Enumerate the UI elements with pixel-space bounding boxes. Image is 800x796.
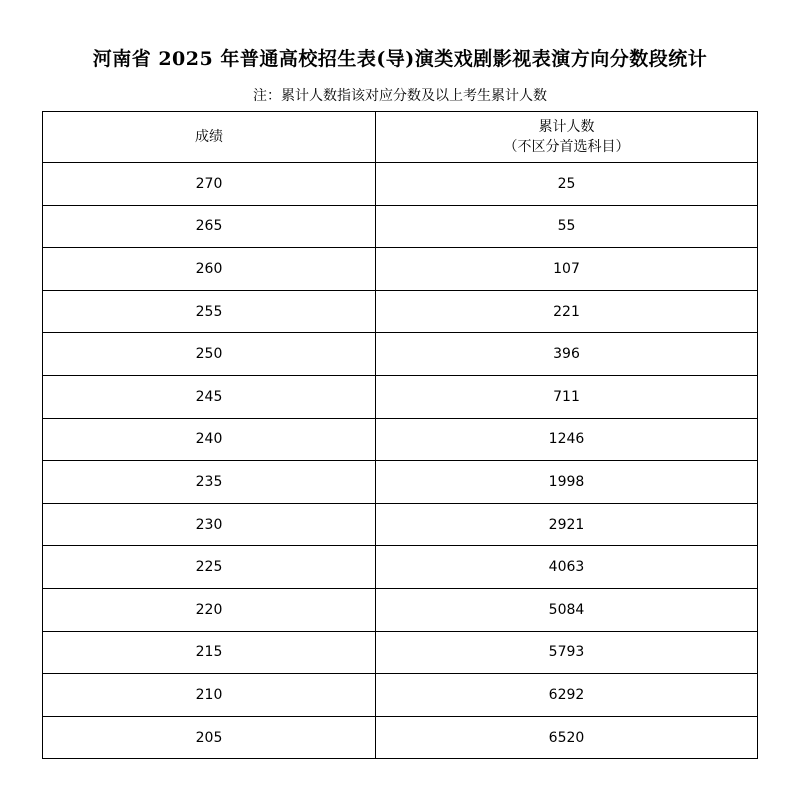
- table-row: [43, 674, 758, 717]
- table-row: [43, 588, 758, 631]
- cell-count: 5793: [376, 631, 758, 674]
- cell-count: 1246: [376, 418, 758, 461]
- cell-score: 230: [43, 503, 376, 546]
- cell-count: 396: [376, 333, 758, 376]
- header-cumulative-count-line1: 累计人数: [538, 119, 595, 135]
- header-cumulative-count-line2: （不区分首选科目）: [503, 139, 630, 155]
- cell-score: 245: [43, 375, 376, 418]
- cell-count: 1998: [376, 461, 758, 504]
- cell-score: 210: [43, 674, 376, 717]
- cell-score: 270: [43, 163, 376, 206]
- cell-count: 6292: [376, 674, 758, 717]
- table-row: [43, 205, 758, 248]
- cell-count: 711: [376, 375, 758, 418]
- table-row: [43, 248, 758, 291]
- cell-score: 255: [43, 290, 376, 333]
- table-row: [43, 631, 758, 674]
- cell-score: 265: [43, 205, 376, 248]
- header-score: 成绩: [43, 112, 376, 163]
- table-row: [43, 375, 758, 418]
- cell-score: 260: [43, 248, 376, 291]
- cell-count: 5084: [376, 588, 758, 631]
- cell-score: 235: [43, 461, 376, 504]
- score-distribution-table: [42, 111, 758, 759]
- table-row: [43, 716, 758, 759]
- header-cumulative-count: [376, 112, 758, 163]
- cell-score: 205: [43, 716, 376, 759]
- table-row: [43, 546, 758, 589]
- cell-count: 2921: [376, 503, 758, 546]
- cell-score: 215: [43, 631, 376, 674]
- table-header-row: [43, 112, 758, 163]
- table-row: [43, 418, 758, 461]
- table-row: [43, 461, 758, 504]
- cell-count: 4063: [376, 546, 758, 589]
- cell-score: 225: [43, 546, 376, 589]
- table-note: 注：累计人数指该对应分数及以上考生累计人数: [253, 88, 547, 104]
- cell-score: 220: [43, 588, 376, 631]
- table-row: [43, 290, 758, 333]
- cell-count: 55: [376, 205, 758, 248]
- cell-score: 240: [43, 418, 376, 461]
- cell-count: 25: [376, 163, 758, 206]
- document-title: 河南省 2025 年普通高校招生表(导)演类戏剧影视表演方向分数段统计: [92, 48, 708, 70]
- table-row: [43, 333, 758, 376]
- cell-count: 6520: [376, 716, 758, 759]
- table-row: [43, 163, 758, 206]
- cell-score: 250: [43, 333, 376, 376]
- cell-count: 107: [376, 248, 758, 291]
- table-row: [43, 503, 758, 546]
- cell-count: 221: [376, 290, 758, 333]
